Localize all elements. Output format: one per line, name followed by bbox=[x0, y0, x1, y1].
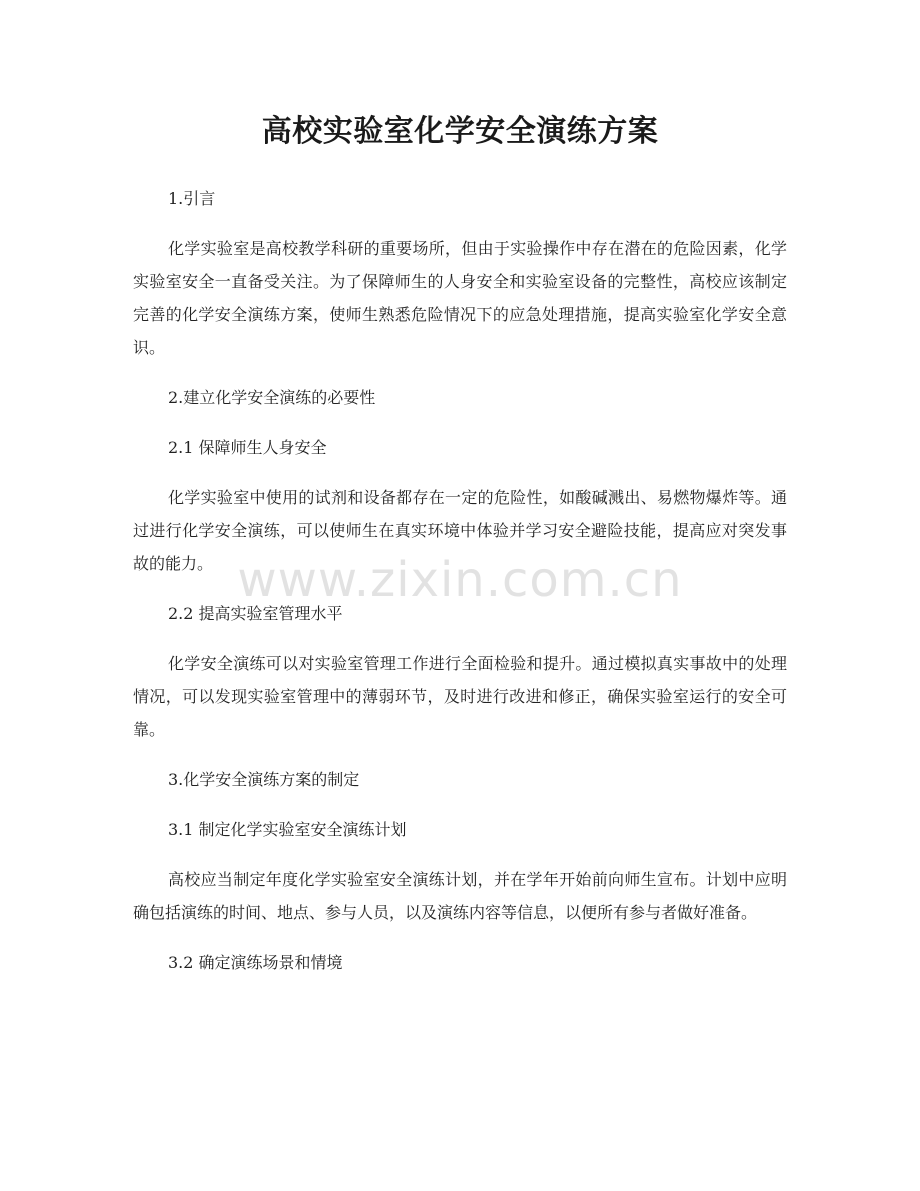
section-heading-necessity: 2.建立化学安全演练的必要性 bbox=[168, 388, 376, 407]
paragraph-2-1: 化学实验室中使用的试剂和设备都存在一定的危险性，如酸碱溅出、易燃物爆炸等。通过进行化学安全演练，可以使师生在真实环境中体验并学习安全避险技能，提高应对突发事故的能力。 bbox=[133, 488, 787, 573]
subsection-heading-3-2: 3.2 确定演练场景和情境 bbox=[168, 953, 343, 972]
paragraph-2-2: 化学安全演练可以对实验室管理工作进行全面检验和提升。通过模拟真实事故中的处理情况，可以发现实验室管理中的薄弱环节，及时进行改进和修正，确保实验室运行的安全可靠。 bbox=[133, 654, 787, 739]
subsection-heading-2-2: 2.2 提高实验室管理水平 bbox=[168, 604, 343, 623]
section-heading-intro: 1.引言 bbox=[168, 189, 216, 208]
watermark: www.zixin.com.cn bbox=[237, 552, 683, 608]
document-title: 高校实验室化学安全演练方案 bbox=[261, 114, 659, 149]
paragraph-intro: 化学实验室是高校教学科研的重要场所，但由于实验操作中存在潜在的危险因素，化学实验室安全一直备受关注。为了保障师生的人身安全和实验室设备的完整性，高校应该制定完善的化学安全演练方案，使师生熟悉危险情况下的应急处理措施，提高实验室化学安全意识。 bbox=[133, 239, 787, 357]
paragraph-3-1: 高校应当制定年度化学实验室安全演练计划，并在学年开始前向师生宣布。计划中应明确包括演练的时间、地点、参与人员，以及演练内容等信息，以便所有参与者做好准备。 bbox=[133, 870, 787, 922]
subsection-heading-2-1: 2.1 保障师生人身安全 bbox=[168, 438, 327, 457]
document-body bbox=[133, 182, 787, 996]
section-heading-plan: 3.化学安全演练方案的制定 bbox=[168, 770, 360, 789]
subsection-heading-3-1: 3.1 制定化学实验室安全演练计划 bbox=[168, 820, 407, 839]
